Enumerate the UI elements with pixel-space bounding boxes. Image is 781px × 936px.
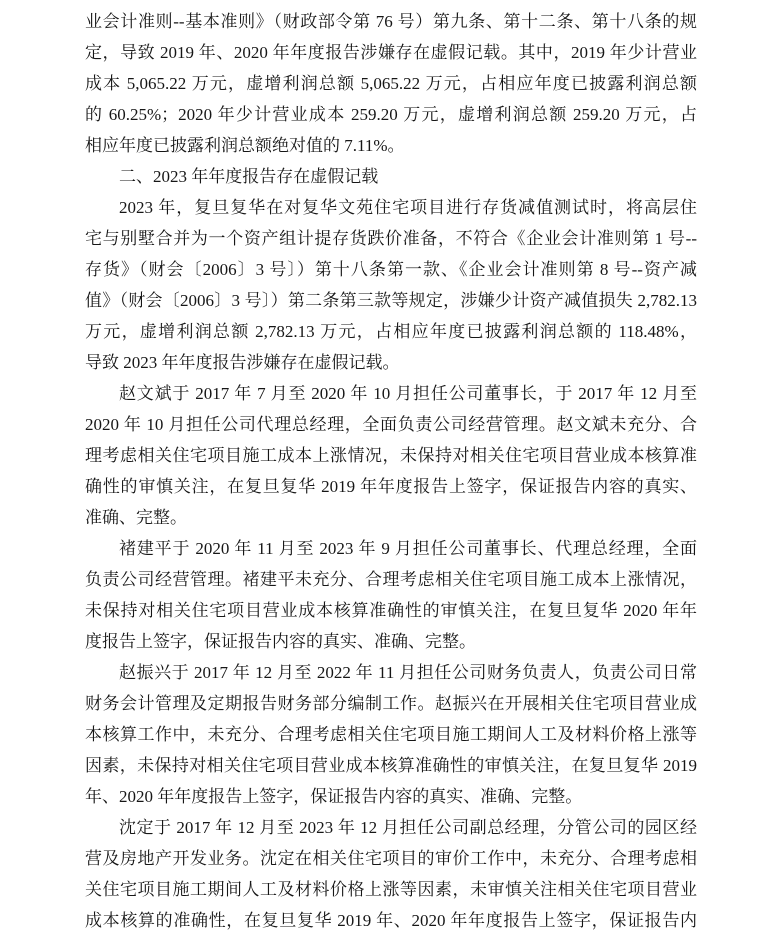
text-line: 存货》（财会〔2006〕3 号〕）第十八条第一款、《企业会计准则第 8 号--资产减 (85, 260, 697, 279)
text-line: 的 60.25%；2020 年少计营业成本 259.20 万元，虚增利润总额 259.20 万元，占 (85, 105, 697, 124)
text-line: 本核算工作中，未充分、合理考虑相关住宅项目施工期间人工及材料价格上涨等 (85, 725, 697, 744)
text-line: 万元，虚增利润总额 2,782.13 万元，占相应年度已披露利润总额的 118.48%， (85, 322, 697, 341)
text-line: 准确、完整。 (85, 508, 187, 527)
para-zhao-zhenxing (85, 657, 697, 812)
text-line: 财务会计管理及定期报告财务部分编制工作。赵振兴在开展相关住宅项目营业成 (85, 694, 697, 713)
heading-section-two (85, 161, 697, 192)
text-line: 沈定于 2017 年 12 月至 2023 年 12 月担任公司副总经理，分管公司的园区经 (119, 818, 697, 837)
text-line: 因素，未保持对相关住宅项目营业成本核算准确性的审慎关注，在复旦复华 2019 (85, 756, 697, 775)
text-line: 赵振兴于 2017 年 12 月至 2022 年 11 月担任公司财务负责人，负责公司日常 (119, 663, 697, 682)
text-line: 未保持对相关住宅项目营业成本核算准确性的审慎关注，在复旦复华 2020 年年 (85, 601, 697, 620)
text-line: 度报告上签字，保证报告内容的真实、准确、完整。 (85, 632, 476, 651)
text-line: 理考虑相关住宅项目施工成本上涨情况，未保持对相关住宅项目营业成本核算准 (85, 446, 697, 465)
para-continuation-2019-2020 (85, 6, 697, 161)
text-line: 业会计准则--基本准则》（财政部令第 76 号）第九条、第十二条、第十八条的规 (85, 12, 697, 31)
text-line: 褚建平于 2020 年 11 月至 2023 年 9 月担任公司董事长、代理总经理，全面 (119, 539, 697, 558)
text-line: 2020 年 10 月担任公司代理总经理，全面负责公司经营管理。赵文斌未充分、合 (85, 415, 697, 434)
text-line: 相应年度已披露利润总额绝对值的 7.11%。 (85, 136, 405, 155)
text-line: 定，导致 2019 年、2020 年年度报告涉嫌存在虚假记载。其中，2019 年少计营业 (85, 43, 697, 62)
para-2023-annual-report (85, 192, 697, 378)
text-line: 关住宅项目施工期间人工及材料价格上涨等因素，未审慎关注相关住宅项目营业 (85, 880, 697, 899)
para-zhao-wenbin (85, 378, 697, 533)
text-line: 导致 2023 年年度报告涉嫌存在虚假记载。 (85, 353, 400, 372)
text-line: 负责公司经营管理。褚建平未充分、合理考虑相关住宅项目施工成本上涨情况， (85, 570, 697, 589)
text-line: 营及房地产开发业务。沈定在相关住宅项目的审价工作中，未充分、合理考虑相 (85, 849, 697, 868)
text-line: 确性的审慎关注，在复旦复华 2019 年年度报告上签字，保证报告内容的真实、 (85, 477, 697, 496)
para-chu-jianping (85, 533, 697, 657)
text-line: 二、2023 年年度报告存在虚假记载 (119, 167, 379, 186)
text-line: 2023 年，复旦复华在对复华文苑住宅项目进行存货减值测试时，将高层住 (119, 198, 697, 217)
para-shen-ding (85, 812, 697, 936)
text-line: 赵文斌于 2017 年 7 月至 2020 年 10 月担任公司董事长，于 2017 年 12 月至 (119, 384, 697, 403)
text-line: 值》（财会〔2006〕3 号〕）第二条第三款等规定，涉嫌少计资产减值损失 2,782.13 (85, 291, 697, 310)
text-line: 年、2020 年年度报告上签字，保证报告内容的真实、准确、完整。 (85, 787, 583, 806)
text-line: 宅与别墅合并为一个资产组计提存货跌价准备，不符合《企业会计准则第 1 号-- (85, 229, 697, 248)
text-line: 成本 5,065.22 万元，虚增利润总额 5,065.22 万元，占相应年度已披露利润总额 (85, 74, 697, 93)
text-line: 成本核算的准确性，在复旦复华 2019 年、2020 年年度报告上签字，保证报告内 (85, 911, 697, 930)
